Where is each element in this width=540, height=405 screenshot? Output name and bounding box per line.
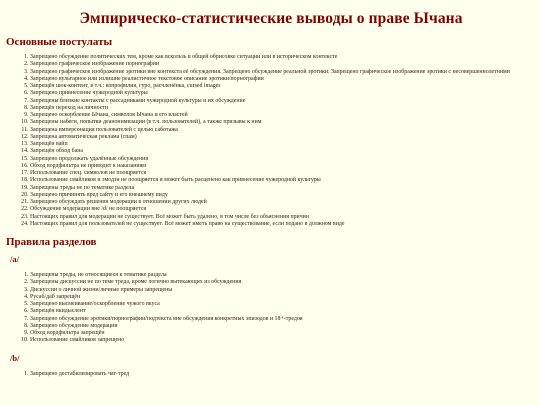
list-item: 14. Запрещён обход бана [30, 148, 536, 155]
section-b-heading: /b/ [10, 352, 20, 363]
list-item: 10. Использование смайликов запрещено [30, 337, 536, 344]
list-item: 7. Запрещено обсуждение эротики/порнографии/подтекста вне обсуждения конкретных эпизодов и 18+-тредов [30, 316, 536, 323]
list-item: 12. Запрещена автоматическая реклама (спам) [30, 134, 536, 141]
sections-heading: Правила разделов [6, 236, 97, 248]
list-item: 1. Запрещены треды, не относящиеся к тематике раздела [30, 272, 536, 279]
list-item: 21. Запрещено обсуждать решения модерации в отношении других людей [30, 199, 536, 206]
list-item: 2. Запрещены дискуссии не по теме треда, кроме логично вытекающих из обсуждения [30, 279, 536, 286]
list-item: 20. Запрещено причинять вред сайту и его внешнему виду [30, 192, 536, 199]
postulates-list [6, 54, 536, 228]
list-item: 17. Использование спец. символов не поощряется [30, 170, 536, 177]
list-item: 23. Настоящих правил для модерации не существует. Всё может быть удалено, в том числе без объяснения причин [30, 214, 536, 221]
list-item: 19. Запрещены треды не по тематике раздела [30, 185, 536, 192]
list-item: 1. Запрещено дестабилизировать чат-тред [30, 371, 536, 378]
section-b-list [6, 371, 536, 378]
list-item: 5. Запрещён шок-контент, в т.ч.: копрофилия, гуро, расчленёнка, cursed images [30, 83, 536, 90]
section-a-heading: /a/ [10, 254, 19, 264]
list-item: 6. Запрещено привнесение чужеродной культуры [30, 90, 536, 97]
list-item: 13. Запрещён вайп [30, 141, 536, 148]
list-item: 22. Обсуждение модерации вне /d/ не поощряется [30, 206, 536, 213]
list-item: 4. Запрещено вульгарное или излишне реалистичное текстовое описание эротики/порнографии [30, 76, 536, 83]
list-item: 9. Запрещено оскорбление Ычана, символов Ычана и его властей [30, 112, 536, 119]
list-item: 8. Запрещён переход на личности [30, 105, 536, 112]
list-item: 5. Запрещено высмеивание/оскорбление чужого вкуса [30, 301, 536, 308]
list-item: 3. Запрещено графическое изображение эротики вне контекста её обсуждения. Запрещено обсуждение реальной эротики. Запрещено графическое изображение эротики с несовершеннолетними [30, 69, 536, 76]
list-item: 8. Запрещено обсуждение модерации [30, 323, 536, 330]
list-item: 6. Запрещён вкидыслент [30, 308, 536, 315]
postulates-heading: Основные постулаты [6, 36, 113, 48]
list-item: 9. Обход вордфильтра запрещён [30, 330, 536, 337]
list-item: 2. Запрещено графическое изображение порнографии [30, 61, 536, 68]
list-item: 15. Запрещено продолжать удалённые обсуждения [30, 156, 536, 163]
list-item: 7. Запрещены близкие контакты с рассадниками чужеродной культуры и их обсуждение [30, 98, 536, 105]
list-item: 4. Русаб/даб запрещён [30, 294, 536, 301]
list-item: 11. Запрещена имперсонация пользователей с целью саботажа [30, 127, 536, 134]
list-item: 3. Дискуссии о личной жизни/личные примеры запрещены [30, 287, 536, 294]
list-item: 16. Обход вордфильтра не приводит к наказаниям [30, 163, 536, 170]
list-item: 18. Использование смайликов и эмодзи не поощряется и может быть расценено как привнесение чужеродной культуры [30, 177, 536, 184]
list-item: 10. Запрещены набеги, попытки деанонимизации (в т.ч. пользователей), а также призывы к ним [30, 119, 536, 126]
page-title: Эмпирическо-статистические выводы о праве Ычана [79, 10, 463, 27]
list-item: 1. Запрещено обсуждение политических тем, кроме как вскользь в общей обрисовке ситуации или в историческом контексте [30, 54, 536, 61]
list-item: 24. Настоящих правил для пользователей не существует. Всё может иметь право на существование, если подано в должном виде [30, 221, 536, 228]
section-a-list [6, 272, 536, 345]
